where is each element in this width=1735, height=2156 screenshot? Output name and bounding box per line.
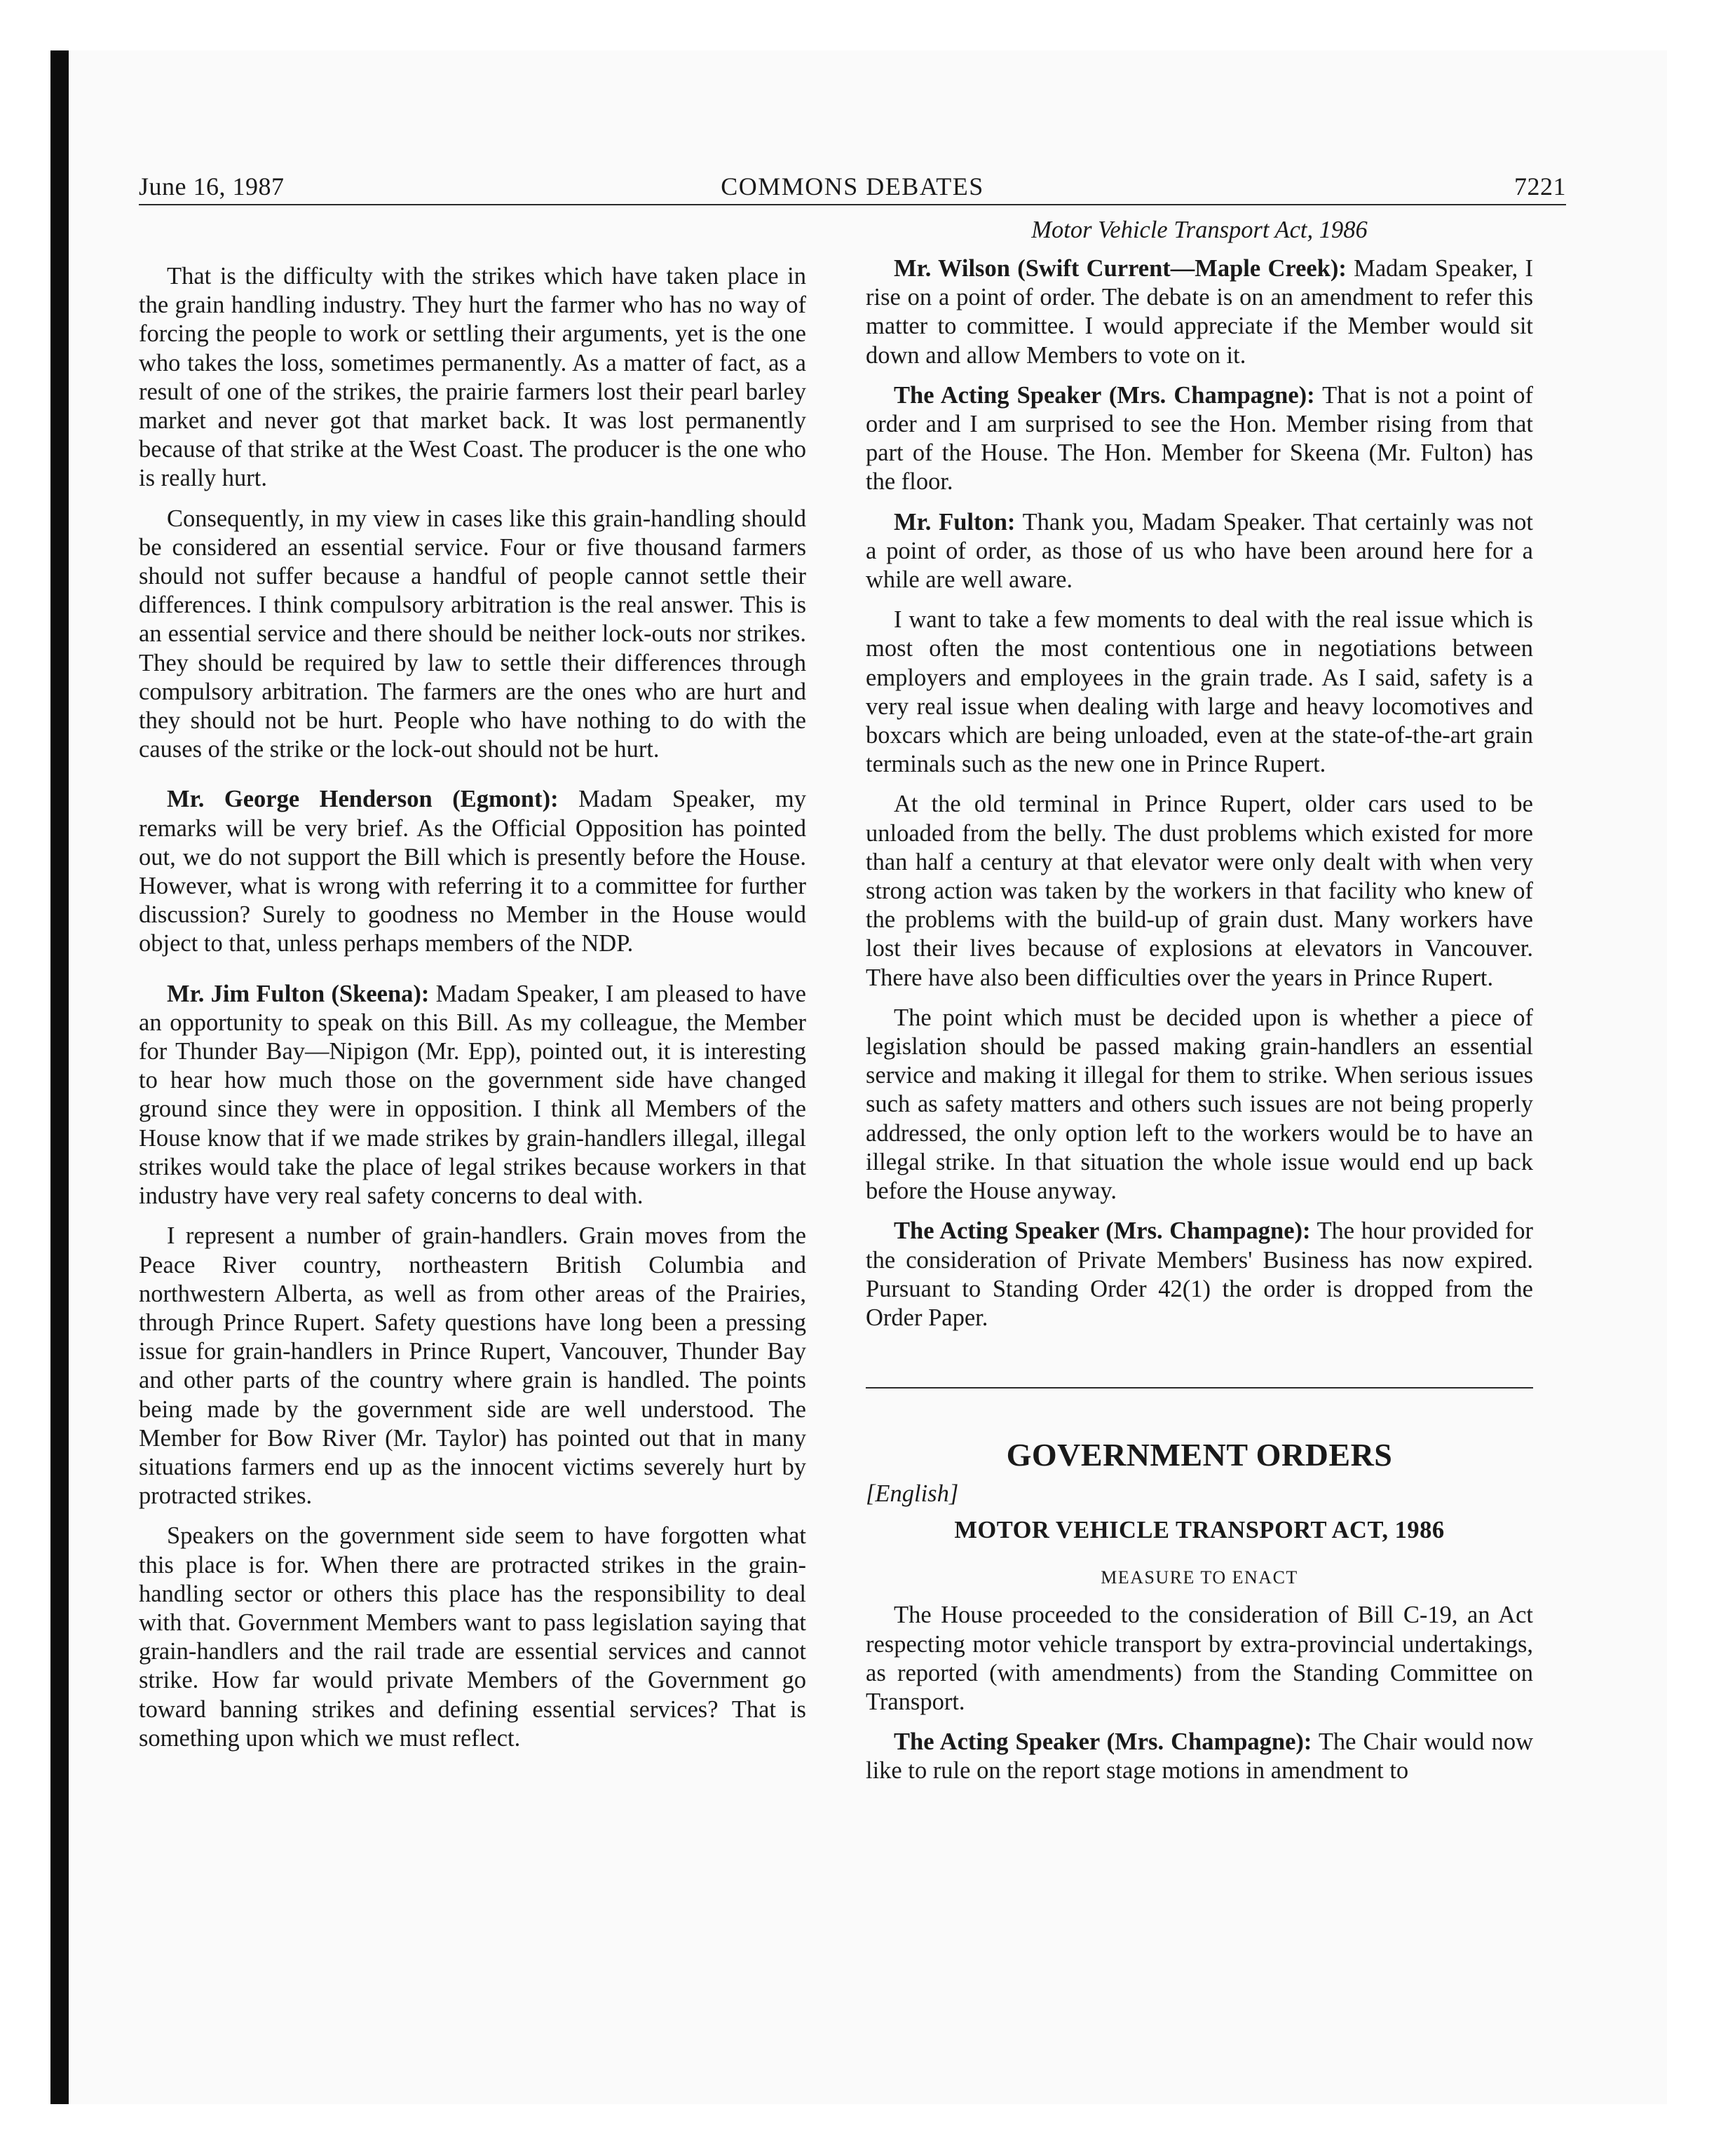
paragraph-text: The House proceeded to the consideration of Bill C-19, an Act respecting motor vehicle transport by extra-provincial undertakings, as reported (with amendments) from the Standing Committee on Transport.	[866, 1602, 1533, 1715]
paragraph-text: I represent a number of grain-handlers. Grain moves from the Peace River country, northeastern British Columbia and northwestern Alberta, as well as from other areas of the Prairies, through Prince Rupert. Safety questions have long been a pressing issue for grain-handlers in Prince Rupert, Vancouver, Thunder Bay and other parts of the country where grain is handled. The points being made by the government side are well understood. The Member for Bow River (Mr. Taylor) has pointed out that in many situations farmers end up as the innocent victims severely hurt by protracted strikes.	[139, 1222, 806, 1510]
speaker-name: Mr. George Henderson (Egmont):	[167, 786, 559, 813]
paragraph	[866, 606, 1533, 779]
paragraph	[866, 508, 1533, 595]
header-page-number: 7221	[1514, 172, 1566, 200]
language-tag: [English]	[866, 1480, 959, 1508]
scan-border	[50, 50, 69, 2104]
paragraph	[866, 381, 1533, 497]
header-date: June 16, 1987	[139, 172, 285, 200]
paragraph	[139, 505, 806, 765]
paragraph-text: Speakers on the government side seem to have forgotten what this place is for. When there are protracted strikes in the grain-handling sector or others this place has the responsibility to deal with that. Government Members want to pass legislation saying that grain-handlers and the rail trade are essential services and cannot strike. How far would private Members of the Government go toward banning strikes and defining essential services? That is something upon which we must reflect.	[139, 1522, 806, 1752]
header-rule	[139, 204, 1566, 205]
speaker-name: The Acting Speaker (Mrs. Champagne):	[894, 381, 1315, 409]
paragraph	[139, 1522, 806, 1753]
paragraph-text: At the old terminal in Prince Rupert, older cars used to be unloaded from the belly. The dust problems which existed for more than half a century at that elevator were only dealt with when very strong action was taken by the workers in that facility who knew of the problems with the build-up of grain dust. Many workers have lost their lives because of explosions at elevators in Vancouver. There have also been difficulties over the years in Prince Rupert.	[866, 791, 1533, 991]
paragraph	[866, 1004, 1533, 1206]
measure-label: MEASURE TO ENACT	[1101, 1567, 1298, 1588]
paragraph	[866, 790, 1533, 992]
speaker-name: Mr. Fulton:	[894, 508, 1016, 535]
paragraph	[866, 1728, 1533, 1785]
paragraph-text: Madam Speaker, my remarks will be very brief. As the Official Opposition has pointed out, we do not support the Bill which is presently before the House. However, what is wrong with referring it to a committee for further discussion? Surely to goodness no Member in the House would object to that, unless perhaps members of the NDP.	[139, 786, 806, 957]
paragraph-text: Madam Speaker, I rise on a point of order. The debate is on an amendment to refer this matter to committee. I would appreciate if the Member would sit down and allow Members to vote on it.	[866, 255, 1533, 369]
paragraph	[139, 785, 806, 958]
paragraph	[866, 254, 1533, 370]
left-column	[139, 262, 806, 1764]
subject-heading: Motor Vehicle Transport Act, 1986	[1031, 217, 1368, 243]
paragraph	[139, 1222, 806, 1510]
speaker-name: Mr. Wilson (Swift Current—Maple Creek):	[894, 255, 1347, 282]
running-header	[139, 170, 1566, 203]
right-column	[866, 216, 1533, 1797]
paragraph	[866, 1217, 1533, 1332]
paragraph-text: The hour provided for the consideration of Private Members' Business has now expired. Pursuant to Standing Order 42(1) the order is dropped from the Order Paper.	[866, 1217, 1533, 1331]
paragraph-text: Consequently, in my view in cases like this grain-handling should be considered an essential service. Four or five thousand farmers should not suffer because a handful of people cannot settle their differences. I think compulsory arbitration is the real answer. This is an essential service and there should be neither lock-outs nor strikes. They should be required by law to settle their differences through compulsory arbitration. The farmers are the ones who are hurt and they should not be hurt. People who have nothing to do with the causes of the strike or the lock-out should not be hurt.	[139, 505, 806, 763]
paragraph-text: The point which must be decided upon is whether a piece of legislation should be passed making grain-handlers an essential service and making it illegal for them to strike. When serious issues such as safety matters and others such issues are not being properly addressed, the only option left to the workers would be to have an illegal strike. In that situation the whole issue would end up back before the House anyway.	[866, 1004, 1533, 1205]
speaker-name: The Acting Speaker (Mrs. Champagne):	[894, 1217, 1311, 1245]
paragraph-text: Thank you, Madam Speaker. That certainly was not a point of order, as those of us who have been around here for a while are well aware.	[866, 508, 1533, 594]
act-title: MOTOR VEHICLE TRANSPORT ACT, 1986	[954, 1517, 1445, 1544]
paragraph-text: Madam Speaker, I am pleased to have an opportunity to speak on this Bill. As my colleague, the Member for Thunder Bay—Nipigon (Mr. Epp), pointed out, it is interesting to hear how much those on the government side have changed ground since they were in opposition. I think all Members of the House know that if we made strikes by grain-handlers illegal, illegal strikes would take the place of legal strikes because workers in that industry have very real safety concerns to deal with.	[139, 980, 806, 1210]
speaker-name: The Acting Speaker (Mrs. Champagne):	[894, 1728, 1312, 1756]
paragraph	[139, 980, 806, 1211]
paragraph	[866, 1601, 1533, 1717]
paragraph-text: That is not a point of order and I am surprised to see the Hon. Member rising from that part of the House. The Hon. Member for Skeena (Mr. Fulton) has the floor.	[866, 381, 1533, 496]
header-publication: COMMONS DEBATES	[721, 172, 984, 200]
paragraph-text: I want to take a few moments to deal with the real issue which is most often the most contentious one in negotiations between employers and employees in the grain trade. As I said, safety is a very real issue when dealing with large and heavy locomotives and boxcars which are being unloaded, even at the state-of-the-art grain terminals such as the new one in Prince Rupert.	[866, 606, 1533, 778]
section-title: GOVERNMENT ORDERS	[1006, 1437, 1393, 1473]
speaker-name: Mr. Jim Fulton (Skeena):	[167, 980, 430, 1007]
paragraph	[139, 262, 806, 493]
section-divider	[866, 1387, 1533, 1389]
paragraph-text: The Chair would now like to rule on the report stage motions in amendment to	[866, 1728, 1533, 1785]
paragraph-text: That is the difficulty with the strikes which have taken place in the grain handling industry. They hurt the farmer who has no way of forcing the people to work or settling their arguments, yet is the one who takes the loss, sometimes permanently. As a matter of fact, as a result of one of the strikes, the prairie farmers lost their pearl barley market and never got that market back. It was lost permanently because of that strike at the West Coast. The producer is the one who is really hurt.	[139, 263, 806, 492]
